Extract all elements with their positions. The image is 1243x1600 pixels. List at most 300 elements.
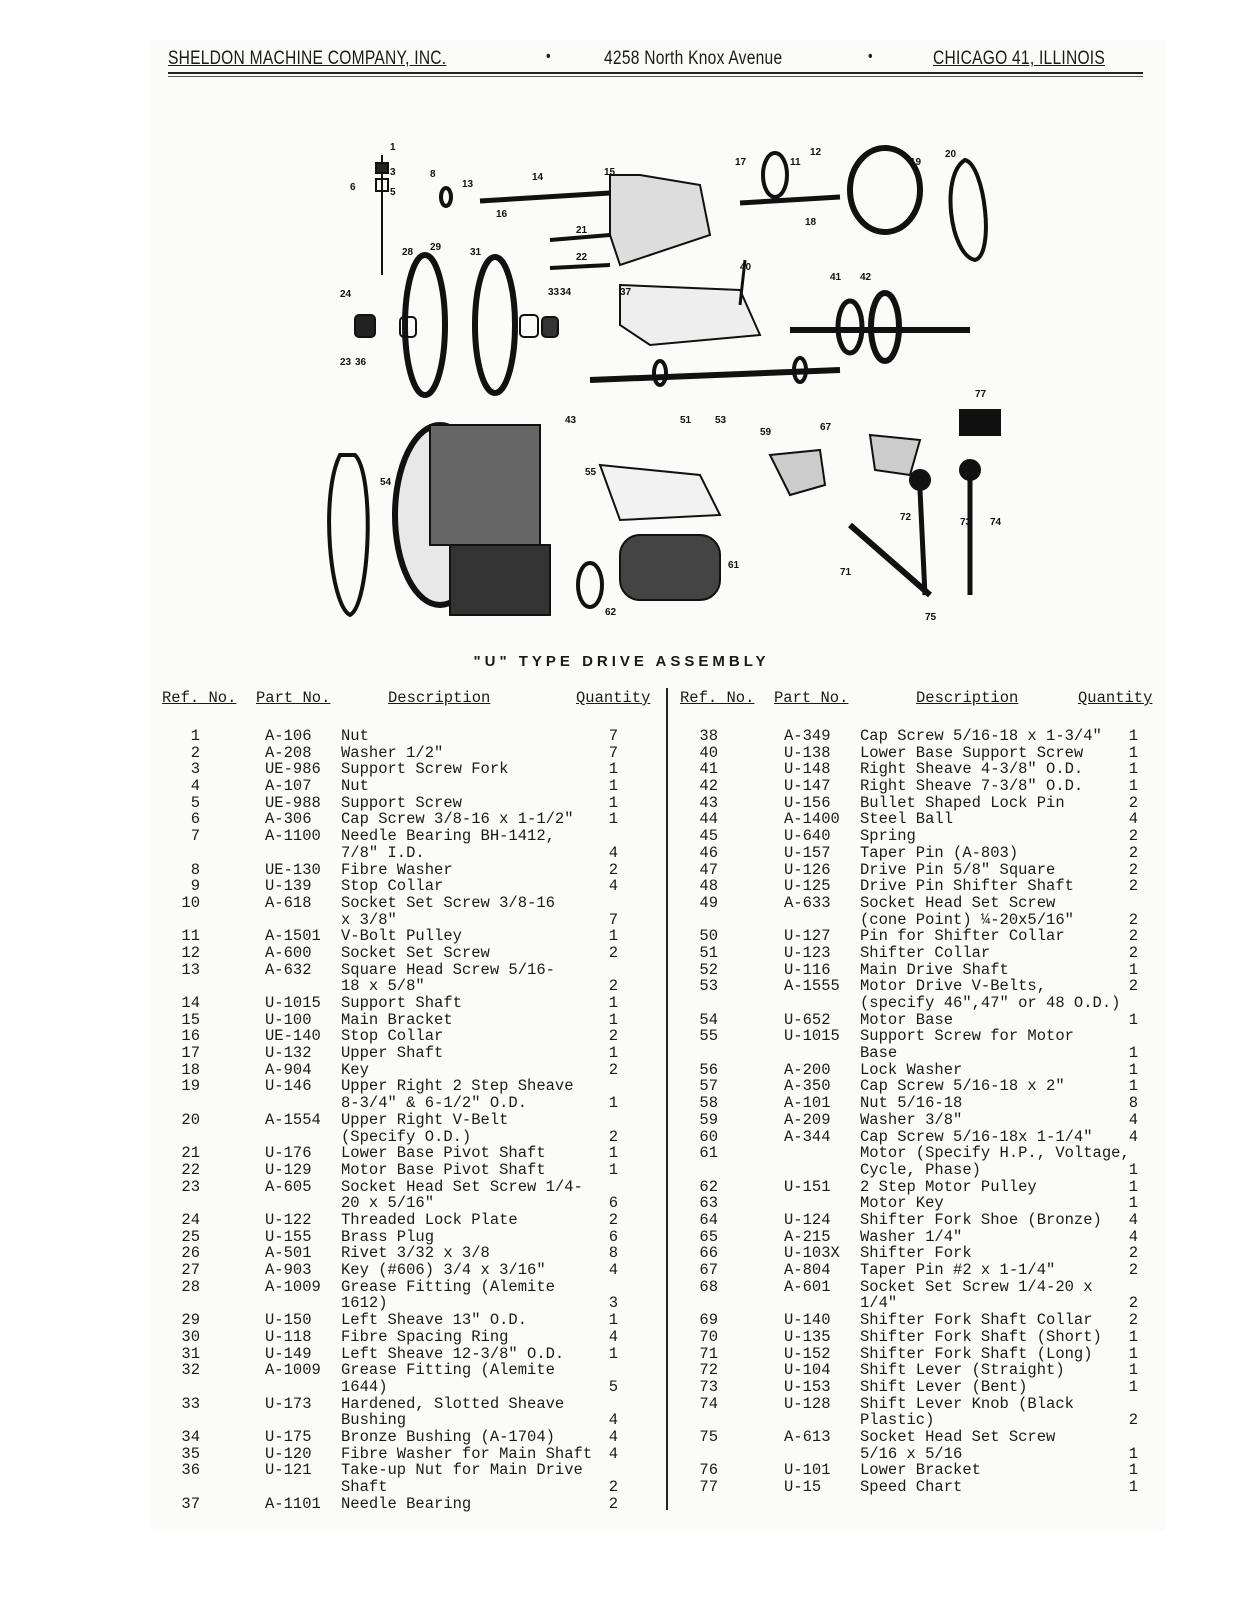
part-no: UE-140: [265, 1027, 321, 1046]
ref-no: 75: [699, 1427, 718, 1446]
description: [860, 878, 1074, 895]
description-line: Shifter Fork Shoe (Bronze): [860, 1211, 1102, 1229]
ref-no: 9: [190, 877, 200, 896]
description-line: 18 x 5/8": [341, 977, 425, 996]
ref-no: 17: [181, 1044, 200, 1063]
header-description: Description: [388, 689, 491, 707]
quantity: 1: [1128, 1461, 1138, 1480]
parts-table-right: [678, 688, 1158, 1496]
description-line: V-Bolt Pulley: [341, 927, 462, 946]
ref-no: 63: [699, 1194, 718, 1213]
ref-no: 71: [699, 1344, 718, 1363]
quantity: 1: [1128, 1377, 1138, 1396]
ref-no: 1: [190, 727, 200, 745]
description: [341, 1496, 471, 1513]
part-no: U-176: [265, 1144, 312, 1163]
description-line: Pin for Shifter Collar: [860, 927, 1065, 946]
ref-no: 65: [699, 1227, 718, 1246]
description-line: (Specify O.D.): [341, 1127, 472, 1146]
ref-no: 48: [699, 877, 718, 896]
ref-no: 56: [699, 1060, 718, 1079]
description-line: Taper Pin #2 x 1-1/4": [860, 1261, 1056, 1280]
description-line: Washer 3/8": [860, 1110, 963, 1129]
description-line: Plastic): [860, 1411, 935, 1430]
description-line: 20 x 5/16": [341, 1194, 435, 1213]
quantity: 1: [608, 1094, 618, 1113]
ref-no: 68: [699, 1277, 718, 1296]
quantity: 1: [1128, 1344, 1138, 1363]
quantity: 1: [608, 1044, 618, 1063]
callout-label: 18: [805, 217, 817, 228]
ref-no: 20: [181, 1110, 200, 1129]
part-no: U-123: [784, 943, 831, 962]
quantity: 1: [1128, 1177, 1138, 1196]
part-no: U-121: [265, 1461, 312, 1480]
quantity: 1: [1128, 1160, 1138, 1179]
description: [860, 1028, 1074, 1061]
description: [860, 1062, 962, 1079]
table-row: [160, 1346, 660, 1363]
ref-no: 42: [699, 777, 718, 796]
table-row: [160, 1229, 660, 1246]
table-row: [160, 745, 660, 762]
part-no: U-127: [784, 927, 831, 946]
part-no: A-349: [784, 727, 831, 745]
description: [341, 1179, 583, 1212]
description-line: Socket Set Screw 3/8-16: [341, 893, 555, 912]
table-row: [160, 928, 660, 945]
company-city: CHICAGO 41, ILLINOIS: [933, 48, 1106, 69]
table-row: [160, 895, 660, 928]
description-line: Motor Key: [860, 1194, 944, 1213]
header-rule: [168, 76, 1143, 77]
description-line: x 3/8": [341, 910, 397, 929]
description-line: 8-3/4" & 6-1/2" O.D.: [341, 1094, 528, 1113]
description: [860, 1229, 962, 1246]
part-no: A-1501: [265, 927, 321, 946]
description-line: Lower Base Support Screw: [860, 743, 1084, 762]
table-row: [678, 978, 1158, 1011]
description: [341, 1028, 443, 1045]
callout-label: 17: [735, 157, 747, 168]
ref-no: 29: [181, 1311, 200, 1330]
quantity: 1: [1128, 777, 1138, 796]
description-line: Motor (Specify H.P., Voltage,: [860, 1144, 1130, 1163]
description: [341, 1078, 574, 1111]
table-row: [160, 878, 660, 895]
description: [341, 862, 453, 879]
table-row: [160, 945, 660, 962]
description-line: Right Sheave 4-3/8" O.D.: [860, 760, 1084, 779]
part-no: U-157: [784, 843, 831, 862]
description-line: Take-up Nut for Main Drive: [341, 1461, 583, 1480]
part-no: A-1101: [265, 1494, 321, 1513]
description: [860, 1429, 1055, 1462]
description-line: Drive Pin 5/8" Square: [860, 860, 1056, 879]
description: [341, 1162, 546, 1179]
quantity: 2: [608, 1027, 618, 1046]
part-no: U-129: [265, 1160, 312, 1179]
part-no: U-150: [265, 1311, 312, 1330]
ref-no: 8: [190, 860, 200, 879]
table-row: [678, 862, 1158, 879]
description-line: (specify 46",47" or 48 O.D.): [860, 994, 1121, 1013]
part-no: U-140: [784, 1311, 831, 1330]
description-line: Steel Ball: [860, 810, 954, 829]
description-line: Fibre Washer for Main Shaft: [341, 1444, 593, 1463]
description: [860, 828, 916, 845]
callout-label: 11: [790, 157, 801, 168]
callout-label: 41: [830, 272, 842, 283]
quantity: 1: [608, 1311, 618, 1330]
ref-no: 33: [181, 1394, 200, 1413]
description: [341, 1145, 546, 1162]
table-row: [678, 945, 1158, 962]
description: [860, 845, 1018, 862]
table-row: [678, 761, 1158, 778]
callout-label: 21: [576, 225, 588, 236]
description: [341, 1329, 508, 1346]
table-row: [160, 1245, 660, 1262]
description-line: Main Drive Shaft: [860, 960, 1009, 979]
quantity: 2: [1128, 1411, 1138, 1430]
column-divider: [666, 688, 668, 1510]
description-line: Cap Screw 5/16-18x 1-1/4": [860, 1127, 1093, 1146]
quantity: 2: [1128, 943, 1138, 962]
figure-title: "U" TYPE DRIVE ASSEMBLY: [473, 653, 770, 670]
description: [341, 1245, 490, 1262]
part-no: A-601: [784, 1277, 831, 1296]
callout-label: 19: [910, 157, 922, 168]
description: [860, 962, 1009, 979]
description-line: Socket Set Screw 1/4-20 x: [860, 1277, 1093, 1296]
callout-label: 28: [402, 247, 414, 258]
quantity: 2: [1128, 1244, 1138, 1263]
description-line: Upper Right 2 Step Sheave: [341, 1077, 574, 1096]
table-row: [678, 1312, 1158, 1329]
description: [860, 1212, 1102, 1229]
part-no: UE-986: [265, 760, 321, 779]
quantity: 1: [608, 927, 618, 946]
description-line: Needle Bearing: [341, 1494, 472, 1513]
table-row: [678, 1145, 1158, 1178]
description: [860, 945, 990, 962]
description-line: Stop Collar: [341, 1027, 444, 1046]
description: [860, 1362, 1065, 1379]
quantity: 1: [608, 1144, 618, 1163]
quantity: 6: [608, 1194, 618, 1213]
exploded-parts-diagram: [320, 135, 1020, 635]
description: [341, 1262, 546, 1279]
description-line: Right Sheave 7-3/8" O.D.: [860, 777, 1084, 796]
ref-no: 27: [181, 1261, 200, 1280]
description-line: Drive Pin Shifter Shaft: [860, 877, 1074, 896]
description: [341, 1429, 555, 1446]
part-no: A-1009: [265, 1277, 321, 1296]
part-no: U-120: [265, 1444, 312, 1463]
table-row: [678, 1262, 1158, 1279]
callout-label: 67: [820, 422, 832, 433]
ref-no: 47: [699, 860, 718, 879]
ref-no: 28: [181, 1277, 200, 1296]
table-row: [160, 811, 660, 828]
table-row: [678, 1396, 1158, 1429]
ref-no: 55: [699, 1027, 718, 1046]
quantity: 2: [1128, 1294, 1138, 1313]
description: [341, 761, 508, 778]
description-line: Shifter Fork: [860, 1244, 972, 1263]
description-line: Motor Base Pivot Shaft: [341, 1160, 546, 1179]
part-no: U-146: [265, 1077, 312, 1096]
part-no: U-116: [784, 960, 831, 979]
callout-label: 23: [340, 357, 352, 368]
quantity: 1: [608, 1010, 618, 1029]
quantity: 7: [608, 743, 618, 762]
description-line: Base: [860, 1044, 898, 1063]
table-row: [160, 1028, 660, 1045]
description: [860, 862, 1055, 879]
table-row: [678, 811, 1158, 828]
part-no: A-350: [784, 1077, 831, 1096]
description-line: Socket Head Set Screw: [860, 1427, 1056, 1446]
callout-label: 15: [604, 167, 616, 178]
callout-label: 20: [945, 149, 957, 160]
callout-label: 71: [840, 567, 852, 578]
table-row: [160, 1362, 660, 1395]
part-no: A-1009: [265, 1361, 321, 1380]
ref-no: 14: [181, 994, 200, 1013]
ref-no: 66: [699, 1244, 718, 1263]
part-no: A-215: [784, 1227, 831, 1246]
callout-label: 59: [760, 427, 772, 438]
description-line: Lower Base Pivot Shaft: [341, 1144, 546, 1163]
ref-no: 77: [699, 1478, 718, 1497]
table-row: [678, 1112, 1158, 1129]
company-name: SHELDON MACHINE COMPANY, INC.: [168, 48, 447, 69]
part-no: A-200: [784, 1060, 831, 1079]
description: [860, 1379, 1027, 1396]
table-row: [678, 845, 1158, 862]
description-line: Motor Base: [860, 1010, 954, 1029]
part-no: A-633: [784, 893, 831, 912]
description-line: Support Screw Fork: [341, 760, 509, 779]
description: [860, 895, 1074, 928]
part-no: UE-130: [265, 860, 321, 879]
ref-no: 73: [699, 1377, 718, 1396]
quantity: 2: [608, 1478, 618, 1497]
ref-no: 69: [699, 1311, 718, 1330]
header-quantity: Quantity: [576, 689, 651, 707]
table-row: [160, 1396, 660, 1429]
ref-no: 46: [699, 843, 718, 862]
table-body: [160, 728, 660, 1512]
callout-label: 8: [430, 169, 436, 180]
table-row: [160, 1462, 660, 1495]
callout-label: 43: [565, 415, 577, 426]
quantity: 2: [1128, 827, 1138, 846]
header-rule: [168, 72, 1143, 74]
description-line: Taper Pin (A-803): [860, 843, 1019, 862]
part-no: A-1400: [784, 810, 840, 829]
quantity: 4: [1128, 1211, 1138, 1229]
description-line: Rivet 3/32 x 3/8: [341, 1244, 490, 1263]
description: [860, 1479, 962, 1496]
table-row: [678, 1062, 1158, 1079]
ref-no: 57: [699, 1077, 718, 1096]
description: [341, 1362, 555, 1395]
description-line: Motor Drive V-Belts,: [860, 977, 1047, 996]
part-no: A-344: [784, 1127, 831, 1146]
quantity: 2: [1128, 843, 1138, 862]
ref-no: 41: [699, 760, 718, 779]
table-row: [678, 1462, 1158, 1479]
ref-no: 16: [181, 1027, 200, 1046]
part-no: U-128: [784, 1394, 831, 1413]
description-line: Cycle, Phase): [860, 1160, 981, 1179]
quantity: 2: [1128, 1311, 1138, 1330]
ref-no: 61: [699, 1144, 718, 1163]
description: [860, 1312, 1093, 1329]
part-no: A-1554: [265, 1110, 321, 1129]
ref-no: 38: [699, 727, 718, 745]
callout-label: 75: [925, 612, 937, 623]
header-ref-no: Ref. No.: [680, 689, 755, 707]
description-line: Socket Set Screw: [341, 943, 490, 962]
description: [860, 978, 1120, 1011]
quantity: 1: [1128, 1327, 1138, 1346]
ref-no: 58: [699, 1094, 718, 1113]
table-row: [678, 1212, 1158, 1229]
ref-no: 59: [699, 1110, 718, 1129]
part-no: U-148: [784, 760, 831, 779]
quantity: 8: [1128, 1094, 1138, 1113]
table-row: [678, 1329, 1158, 1346]
table-row: [160, 1045, 660, 1062]
header-part-no: Part No.: [774, 689, 849, 707]
table-row: [160, 1145, 660, 1162]
part-no: U-152: [784, 1344, 831, 1363]
part-no: U-1015: [265, 994, 321, 1013]
description-line: Hardened, Slotted Sheave: [341, 1394, 565, 1413]
quantity: 4: [608, 1327, 618, 1346]
ref-no: 37: [181, 1494, 200, 1513]
table-row: [160, 995, 660, 1012]
part-no: A-605: [265, 1177, 312, 1196]
callout-label: 74: [990, 517, 1002, 528]
callout-label: 73: [960, 517, 972, 528]
quantity: 4: [608, 1261, 618, 1280]
description-line: Left Sheave 12-3/8" O.D.: [341, 1344, 565, 1363]
description: [860, 795, 1065, 812]
table-row: [160, 778, 660, 795]
callout-label: 29: [430, 242, 442, 253]
table-row: [678, 1179, 1158, 1196]
quantity: 2: [608, 977, 618, 996]
description-line: Key: [341, 1060, 369, 1079]
callout-label: 24: [340, 289, 352, 300]
description-line: Bullet Shaped Lock Pin: [860, 793, 1065, 812]
table-row: [678, 1195, 1158, 1212]
table-row: [678, 778, 1158, 795]
description-line: Key (#606) 3/4 x 3/16": [341, 1261, 546, 1280]
table-row: [678, 1245, 1158, 1262]
quantity: 2: [608, 1494, 618, 1513]
quantity: 4: [1128, 810, 1138, 829]
quantity: 2: [608, 1060, 618, 1079]
ref-no: 51: [699, 943, 718, 962]
quantity: 1: [608, 994, 618, 1013]
description-line: Shaft: [341, 1478, 388, 1497]
callout-label: 12: [810, 147, 822, 158]
table-row: [160, 1429, 660, 1446]
ref-no: 60: [699, 1127, 718, 1146]
description: [341, 895, 555, 928]
description-line: 1612): [341, 1294, 388, 1313]
part-no: U-118: [265, 1327, 312, 1346]
description-line: Upper Shaft: [341, 1044, 444, 1063]
description: [860, 1129, 1093, 1146]
part-no: U-126: [784, 860, 831, 879]
quantity: 4: [1128, 1110, 1138, 1129]
callout-label: 62: [605, 607, 617, 618]
callout-label: 16: [496, 209, 508, 220]
part-no: U-1015: [784, 1027, 840, 1046]
description-line: Support Shaft: [341, 994, 462, 1013]
header-description: Description: [916, 689, 1019, 707]
callout-label: 34: [560, 287, 572, 298]
ref-no: 64: [699, 1211, 718, 1229]
description-line: Washer 1/4": [860, 1227, 963, 1246]
ref-no: 31: [181, 1344, 200, 1363]
ref-no: 24: [181, 1211, 200, 1230]
quantity: 2: [1128, 977, 1138, 996]
ref-no: 30: [181, 1327, 200, 1346]
table-row: [160, 1329, 660, 1346]
quantity: 2: [1128, 877, 1138, 896]
ref-no: 22: [181, 1160, 200, 1179]
quantity: 1: [608, 1344, 618, 1363]
table-row: [160, 795, 660, 812]
ref-no: 40: [699, 743, 718, 762]
description: [860, 761, 1083, 778]
description: [341, 745, 443, 762]
callout-label: 61: [728, 560, 740, 571]
callout-label: 1: [390, 142, 396, 153]
ref-no: 4: [190, 777, 200, 796]
ref-no: 19: [181, 1077, 200, 1096]
description-line: 7/8" I.D.: [341, 843, 425, 862]
quantity: 1: [1128, 743, 1138, 762]
description: [341, 1112, 508, 1145]
description: [860, 1179, 1037, 1196]
part-no: A-613: [784, 1427, 831, 1446]
description-line: Shifter Fork Shaft (Short): [860, 1327, 1102, 1346]
description-line: Cap Screw 5/16-18 x 1-3/4": [860, 727, 1102, 745]
part-no: A-501: [265, 1244, 312, 1263]
part-no: U-15: [784, 1478, 822, 1497]
quantity: 2: [608, 1211, 618, 1230]
description: [341, 1012, 453, 1029]
table-row: [678, 1129, 1158, 1146]
ref-no: 67: [699, 1261, 718, 1280]
callout-label: 33: [548, 287, 560, 298]
part-no: U-122: [265, 1211, 312, 1230]
quantity: 4: [608, 1444, 618, 1463]
callout-label: 3: [390, 167, 396, 178]
callout-label: 14: [532, 172, 544, 183]
bullet-separator: •: [546, 48, 551, 65]
quantity: 4: [608, 877, 618, 896]
